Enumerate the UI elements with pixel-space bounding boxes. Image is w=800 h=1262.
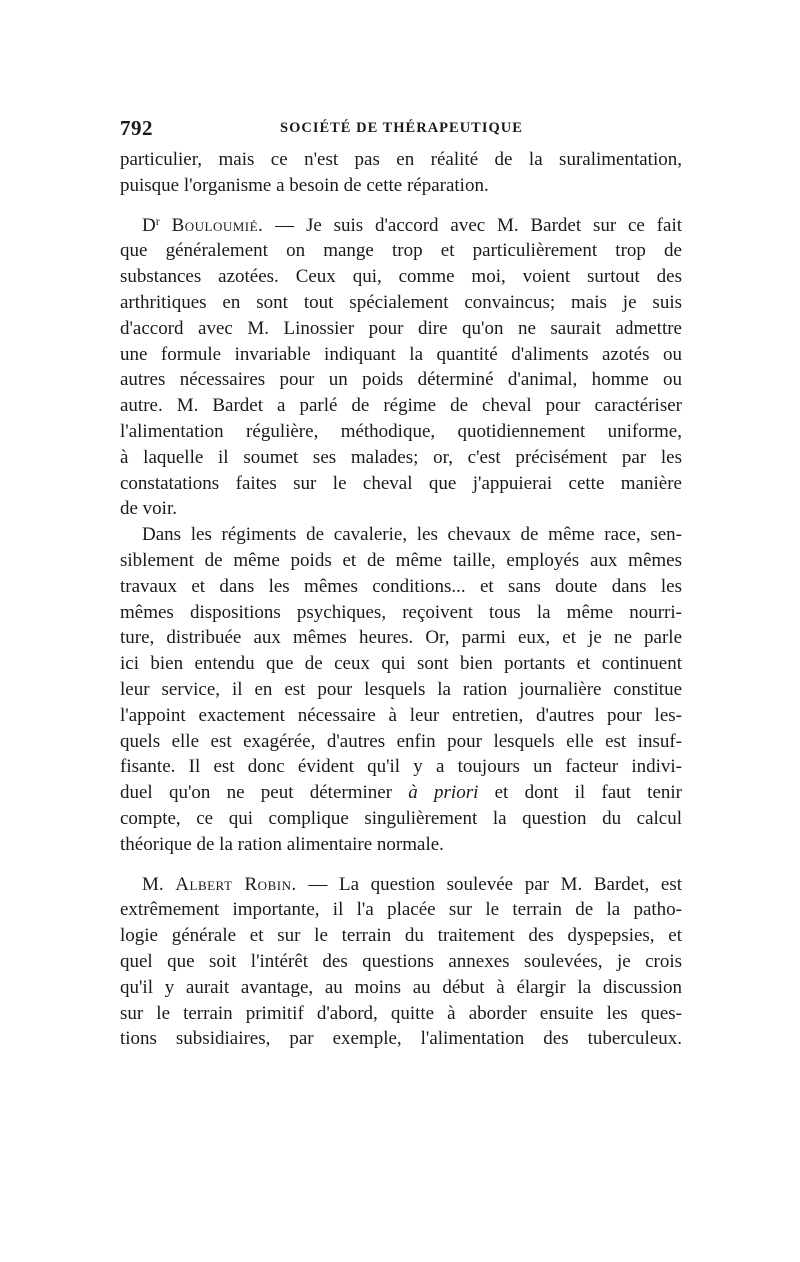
text-line: quels elle est exagérée, d'autres enfin pour lesquels elle est insuf- xyxy=(120,730,682,752)
text-line: autres nécessaires pour un poids déterminé d'animal, homme ou xyxy=(120,369,682,391)
speaker-prefix: M. xyxy=(142,873,176,895)
text-line: substances azotées. Ceux qui, comme moi, voient surtout des xyxy=(120,266,682,288)
text-line: de voir. xyxy=(120,498,177,520)
text-line: sur le terrain primitif d'abord, quitte à aborder ensuite les ques- xyxy=(120,1002,682,1024)
text-line: puisque l'organisme a besoin de cette réparation. xyxy=(120,174,489,196)
text-line: tions subsidiaires, par exemple, l'alimentation des tuberculeux. xyxy=(120,1028,682,1050)
text-line: l'alimentation régulière, méthodique, quotidiennement uniforme, xyxy=(120,420,682,442)
text-line: ture, distribuée aux mêmes heures. Or, parmi eux, et je ne parle xyxy=(120,627,682,649)
page-header xyxy=(120,116,680,140)
text-line: théorique de la ration alimentaire normale. xyxy=(120,833,444,855)
paragraph-1 xyxy=(120,147,682,199)
text-line: logie générale et sur le terrain du traitement des dyspepsies, et xyxy=(120,925,682,947)
speaker-name: Bouloumié. xyxy=(171,214,264,236)
paragraph-albert-robin xyxy=(120,872,682,1053)
text-line: Dans les régiments de cavalerie, les chevaux de même race, sen- xyxy=(142,524,682,546)
page-number: 792 xyxy=(120,116,153,140)
text-line: autre. M. Bardet a parlé de régime de cheval pour caractériser xyxy=(120,395,682,417)
speaker-name: Albert Robin. xyxy=(175,873,297,895)
text-line: leur service, il en est pour lesquels la ration journalière constitue xyxy=(120,678,682,700)
speaker-prefix: D xyxy=(142,214,156,236)
text-run: et dont il faut tenir xyxy=(478,782,682,804)
text-line: que généralement on mange trop et particulièrement trop de xyxy=(120,240,682,262)
text-line xyxy=(120,872,682,898)
text-line: arthritiques en sont tout spécialement convaincus; mais je suis xyxy=(120,291,682,313)
italic-a-priori: à priori xyxy=(408,782,479,804)
text-line xyxy=(120,213,682,239)
text-line: qu'il y aurait avantage, au moins au début à élargir la discussion xyxy=(120,976,682,998)
text-line: quel que soit l'intérêt des questions annexes soulevées, je crois xyxy=(120,950,682,972)
text-line: travaux et dans les mêmes conditions... et sans doute dans les xyxy=(120,575,682,597)
text-line: extrêmement importante, il l'a placée sur le terrain de la patho- xyxy=(120,899,682,921)
text-line: à laquelle il soumet ses malades; or, c'est précisément par les xyxy=(120,446,682,468)
text-line: compte, ce qui complique singulièrement la question du calcul xyxy=(120,807,682,829)
text-line xyxy=(120,780,682,806)
running-title: SOCIÉTÉ DE THÉRAPEUTIQUE xyxy=(280,120,523,136)
text-line: mêmes dispositions psychiques, reçoivent tous la même nourri- xyxy=(120,601,682,623)
text-line: constatations faites sur le cheval que j'appuierai cette manière xyxy=(120,472,682,494)
first-line-rest: — Je suis d'accord avec M. Bardet sur ce fait xyxy=(263,214,682,236)
text-line: ici bien entendu que de ceux qui sont bien portants et continuent xyxy=(120,653,682,675)
paragraph-cavalerie xyxy=(120,522,682,857)
text-line: d'accord avec M. Linossier pour dire qu'on ne saurait admettre xyxy=(120,317,682,339)
text-line: fisante. Il est donc évident qu'il y a toujours un facteur indivi- xyxy=(120,756,682,778)
text-run: duel qu'on ne peut déterminer xyxy=(120,782,409,804)
text-line: particulier, mais ce n'est pas en réalité de la suralimentation, xyxy=(120,149,682,170)
body-text xyxy=(120,147,682,1052)
text-line: siblement de même poids et de même taille, employés aux mêmes xyxy=(120,549,682,571)
text-line: une formule invariable indiquant la quantité d'aliments azotés ou xyxy=(120,343,682,365)
paragraph-bouloumie xyxy=(120,213,682,523)
first-line-rest: — La question soulevée par M. Bardet, est xyxy=(296,873,682,895)
text-line: l'appoint exactement nécessaire à leur entretien, d'autres pour les- xyxy=(120,704,682,726)
speaker-sup: r xyxy=(155,213,160,228)
